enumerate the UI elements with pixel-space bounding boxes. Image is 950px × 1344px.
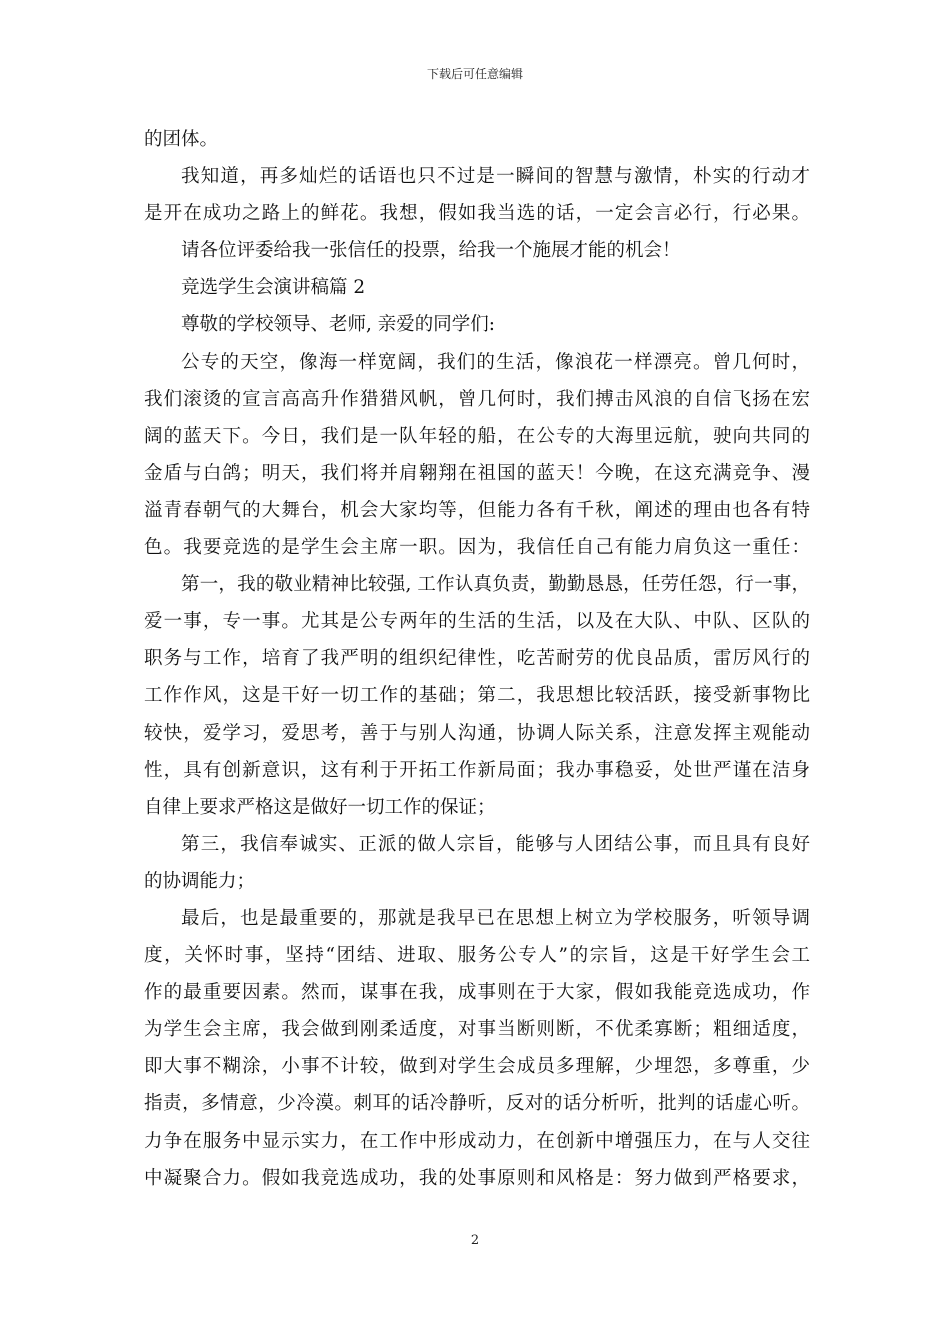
text-line: 金盾与白鸽；明天，我们将并肩翱翔在祖国的蓝天！今晚，在这充满竞争、漫 bbox=[144, 462, 810, 484]
text-line: 公专的天空，像海一样宽阔，我们的生活，像浪花一样漂亮。曾几何时， bbox=[181, 351, 810, 373]
text-line: 爱一事，专一事。尤其是公专两年的生活的生活，以及在大队、中队、区队的 bbox=[144, 611, 810, 633]
text-line: 中凝聚合力。假如我竞选成功，我的处事原则和风格是：努力做到严格要求， bbox=[144, 1167, 810, 1189]
text-line: 力争在服务中显示实力，在工作中形成动力，在创新中增强压力，在与人交往 bbox=[144, 1130, 810, 1152]
text-line: 第三，我信奉诚实、正派的做人宗旨，能够与人团结公事，而且具有良好 bbox=[181, 833, 810, 855]
text-line: 性，具有创新意识，这有利于开拓工作新局面；我办事稳妥，处世严谨在洁身 bbox=[144, 759, 810, 781]
text-line: 自律上要求严格这是做好一切工作的保证； bbox=[144, 796, 496, 818]
section-heading: 竞选学生会演讲稿篇 2 bbox=[181, 277, 366, 299]
text-line: 的协调能力； bbox=[144, 870, 256, 892]
text-line: 即大事不糊涂，小事不计较，做到对学生会成员多理解，少埋怨，多尊重，少 bbox=[144, 1056, 810, 1078]
text-line: 第一，我的敬业精神比较强, 工作认真负责，勤勤恳恳，任劳任怨，行一事， bbox=[181, 574, 810, 596]
document-body bbox=[144, 121, 810, 1197]
salutation: 尊敬的学校领导、老师, 亲爱的同学们: bbox=[181, 314, 495, 336]
text-line: 我们滚烫的宣言高高升作猎猎风帆，曾几何时，我们搏击风浪的自信飞扬在宏 bbox=[144, 388, 810, 410]
text-line: 色。我要竞选的是学生会主席一职。因为，我信任自己有能力肩负这一重任： bbox=[144, 537, 810, 559]
text-line: 的团体。 bbox=[144, 129, 219, 150]
text-line: 阔的蓝天下。今日，我们是一队年轻的船，在公专的大海里远航，驶向共同的 bbox=[144, 425, 810, 447]
text-line: 度，关怀时事，坚持“团结、进取、服务公专人”的宗旨，这是干好学生会工 bbox=[144, 945, 810, 967]
text-line: 最后，也是最重要的，那就是我早已在思想上树立为学校服务，听领导调 bbox=[181, 907, 810, 929]
text-line: 是开在成功之路上的鲜花。我想，假如我当选的话，一定会言必行，行必果。 bbox=[144, 203, 810, 225]
text-line: 请各位评委给我一张信任的投票，给我一个施展才能的机会！ bbox=[181, 240, 681, 262]
text-line: 我知道，再多灿烂的话语也只不过是一瞬间的智慧与激情，朴实的行动才 bbox=[181, 166, 810, 188]
page-number: 2 bbox=[470, 1233, 480, 1248]
page-header: 下载后可任意编辑 bbox=[426, 67, 523, 81]
text-line: 职务与工作，培育了我严明的组织纪律性，吃苦耐劳的优良品质，雷厉风行的 bbox=[144, 648, 810, 670]
text-line: 溢青春朝气的大舞台，机会大家均等，但能力各有千秋，阐述的理由也各有特 bbox=[144, 499, 810, 521]
text-line: 为学生会主席，我会做到刚柔适度，对事当断则断，不优柔寡断；粗细适度， bbox=[144, 1019, 810, 1041]
text-line: 较快，爱学习，爱思考，善于与别人沟通，协调人际关系，注意发挥主观能动 bbox=[144, 722, 810, 744]
text-line: 指责，多情意，少冷漠。刺耳的话冷静听，反对的话分析听，批判的话虚心听。 bbox=[144, 1093, 810, 1115]
text-line: 工作作风，这是干好一切工作的基础；第二，我思想比较活跃，接受新事物比 bbox=[144, 685, 810, 707]
text-line: 作的最重要因素。然而，谋事在我，成事则在于大家，假如我能竞选成功，作 bbox=[144, 982, 810, 1004]
